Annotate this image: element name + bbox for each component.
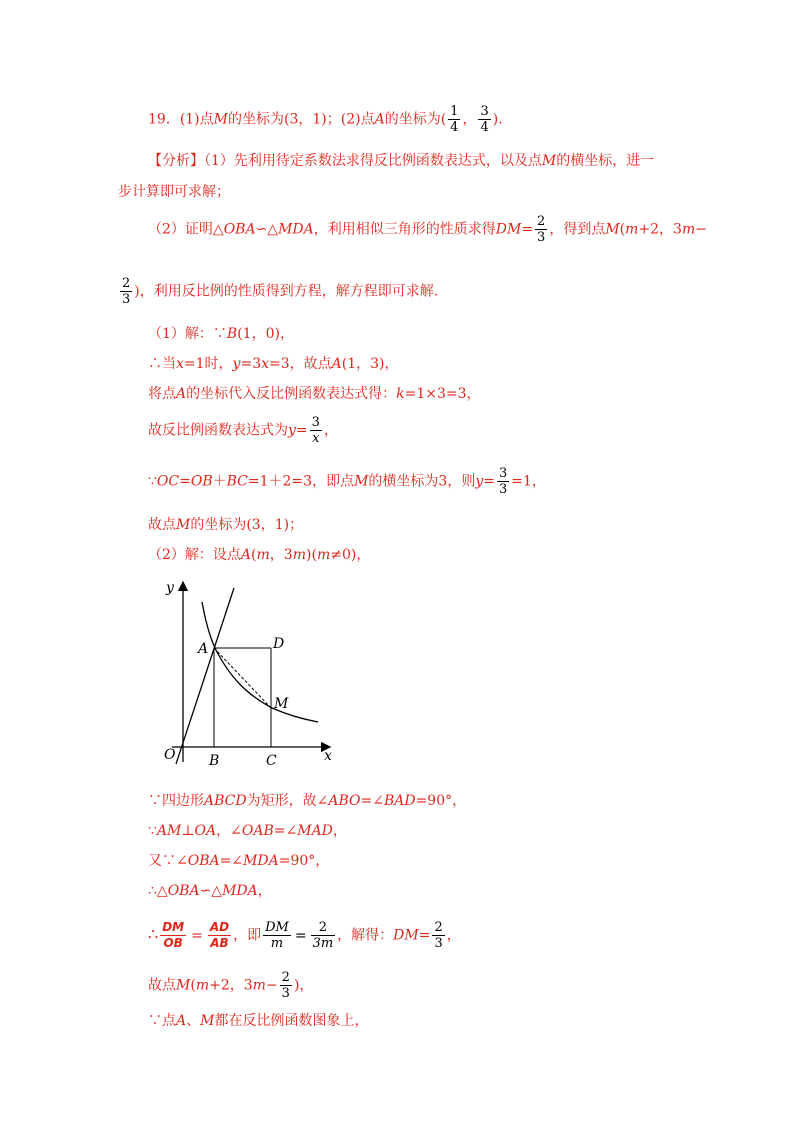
text: OC bbox=[156, 473, 180, 490]
fraction bbox=[535, 214, 547, 245]
hyperbola-curve bbox=[202, 602, 318, 722]
text: ABO bbox=[328, 793, 361, 809]
denominator: 3 bbox=[281, 986, 290, 1001]
text: ∽△ bbox=[255, 221, 279, 238]
text: A bbox=[176, 1013, 187, 1029]
analysis-line-4 bbox=[118, 276, 438, 307]
text: 的横坐标为3，则 bbox=[368, 473, 476, 490]
text: =90°， bbox=[415, 793, 467, 809]
text: ，3 bbox=[269, 547, 293, 563]
text: DM bbox=[393, 927, 419, 944]
numerator: 3 bbox=[480, 104, 489, 119]
text: ＋ bbox=[212, 473, 227, 490]
solution-line-1 bbox=[148, 325, 294, 343]
text: m bbox=[625, 221, 639, 238]
text: =1＋2=3，即点 bbox=[247, 473, 355, 490]
label-C: C bbox=[266, 753, 277, 769]
text: ≠0)， bbox=[330, 547, 371, 563]
text: ( bbox=[190, 977, 196, 994]
text: （2）证明△ bbox=[148, 221, 224, 238]
text: OBA bbox=[167, 883, 200, 899]
text: MDA bbox=[243, 853, 279, 869]
proof-line-3 bbox=[148, 852, 329, 870]
text: y bbox=[475, 473, 484, 490]
text: = bbox=[418, 927, 431, 944]
text: A bbox=[176, 386, 187, 402]
text: =1， bbox=[511, 473, 546, 490]
numerator: 2 bbox=[537, 214, 546, 229]
fraction bbox=[448, 104, 460, 135]
numerator: 2 bbox=[434, 920, 443, 935]
text: M bbox=[176, 517, 191, 533]
text: MDA bbox=[222, 883, 258, 899]
text: AM bbox=[156, 823, 182, 839]
text: 的坐标为(3，1)；(2)点 bbox=[228, 111, 375, 128]
text: x bbox=[261, 356, 270, 372]
text: =3 bbox=[240, 356, 262, 372]
text: = bbox=[294, 927, 307, 944]
numerator: 2 bbox=[311, 920, 336, 936]
text: ∴ bbox=[148, 924, 159, 944]
proof-line-5 bbox=[148, 920, 461, 951]
solution-line-4 bbox=[148, 415, 338, 446]
text: (1，3)， bbox=[341, 356, 399, 372]
text: m bbox=[252, 977, 266, 994]
geometry-figure bbox=[150, 572, 350, 772]
text: − bbox=[265, 977, 278, 994]
denominator: 3 bbox=[499, 482, 508, 497]
text: BAD bbox=[383, 793, 416, 809]
denominator: 3 bbox=[122, 292, 131, 307]
text: =1×3=3， bbox=[404, 386, 481, 402]
text: m bbox=[256, 547, 270, 563]
text: OB bbox=[190, 473, 213, 490]
text: ，解得： bbox=[337, 927, 394, 944]
text: 的坐标为( bbox=[384, 111, 447, 128]
text: m bbox=[292, 547, 306, 563]
analysis-line-3 bbox=[148, 214, 707, 245]
text: OAB bbox=[241, 823, 274, 839]
label-D: D bbox=[273, 636, 285, 652]
text: 为矩形，故∠ bbox=[246, 793, 329, 809]
numerator: 3 bbox=[311, 415, 320, 430]
text: A bbox=[331, 356, 342, 372]
denominator: 4 bbox=[480, 120, 489, 135]
denominator: 4 bbox=[450, 120, 459, 135]
fraction bbox=[263, 920, 291, 951]
text: 故点 bbox=[148, 517, 176, 533]
fraction bbox=[310, 415, 322, 446]
text: +2，3 bbox=[638, 221, 682, 238]
denominator: m bbox=[270, 936, 284, 951]
text: ∵ bbox=[148, 473, 157, 490]
text: =90°， bbox=[278, 853, 330, 869]
text: ABCD bbox=[204, 793, 247, 809]
text: y bbox=[288, 422, 296, 439]
denominator: AB bbox=[210, 936, 229, 950]
text: ，利用相似三角形的性质求得 bbox=[313, 221, 496, 238]
text: =1时， bbox=[183, 356, 233, 372]
analysis-line-1 bbox=[148, 152, 654, 170]
text: = bbox=[521, 221, 534, 238]
numerator: 2 bbox=[122, 276, 131, 291]
text: 将点 bbox=[148, 386, 176, 402]
text: )，利用反比例的性质得到方程，解方程即可求解. bbox=[134, 283, 439, 300]
analysis-tag: 【分析】 bbox=[148, 153, 204, 169]
text: B bbox=[226, 326, 238, 342]
solution-line-2 bbox=[148, 355, 399, 373]
proof-line-6 bbox=[148, 970, 313, 1001]
text: MAD bbox=[297, 823, 333, 839]
text: =∠ bbox=[219, 853, 244, 869]
text: M bbox=[354, 473, 369, 490]
fraction bbox=[497, 466, 509, 497]
solution-line-7 bbox=[148, 546, 370, 564]
text: （1）解：∵ bbox=[148, 326, 227, 342]
proof-line-7 bbox=[148, 1012, 368, 1030]
text: − bbox=[695, 221, 707, 238]
text: )， bbox=[293, 977, 314, 994]
text: 、 bbox=[186, 1013, 201, 1029]
proof-line-1 bbox=[148, 792, 466, 810]
fraction bbox=[208, 920, 231, 951]
text: M bbox=[213, 111, 228, 128]
fraction bbox=[160, 920, 186, 951]
text: ， bbox=[323, 422, 338, 439]
label-x: x bbox=[324, 748, 332, 764]
text: = bbox=[483, 473, 495, 490]
text: M bbox=[176, 977, 191, 994]
text: ∵四边形 bbox=[148, 793, 204, 809]
text: 都在反比例函数图象上， bbox=[214, 1013, 369, 1029]
text: M bbox=[200, 1013, 215, 1029]
numerator: 1 bbox=[450, 104, 459, 119]
numerator: DM bbox=[265, 920, 289, 935]
text: )( bbox=[306, 547, 317, 563]
text: m bbox=[681, 221, 696, 238]
text: ，得到点 bbox=[549, 221, 606, 238]
text: y bbox=[232, 356, 241, 372]
text: ∴△ bbox=[148, 883, 168, 899]
text: ⊥ bbox=[181, 823, 195, 839]
analysis-line-2 bbox=[118, 183, 230, 201]
numerator: DM bbox=[162, 920, 185, 934]
numerator: 3 bbox=[499, 466, 508, 481]
denominator: x bbox=[312, 431, 320, 446]
question-19-answer bbox=[148, 104, 503, 135]
text: OBA bbox=[223, 221, 256, 238]
text: 又∵∠ bbox=[148, 853, 188, 869]
text: m bbox=[316, 547, 331, 563]
text: ( bbox=[619, 221, 626, 238]
solution-line-3 bbox=[148, 385, 481, 403]
fraction bbox=[280, 970, 292, 1001]
fraction bbox=[311, 920, 336, 951]
fraction bbox=[478, 104, 490, 135]
text: ，∠ bbox=[216, 823, 242, 839]
text: DM bbox=[495, 221, 522, 238]
label-O: O bbox=[164, 747, 176, 763]
denominator: 3m bbox=[312, 936, 334, 951]
denominator: OB bbox=[163, 936, 183, 950]
label-M: M bbox=[274, 696, 289, 712]
text: ∴当 bbox=[148, 356, 176, 372]
text: OBA bbox=[187, 853, 220, 869]
text: 故反比例函数表达式为 bbox=[148, 422, 288, 439]
text: ( bbox=[251, 547, 257, 563]
solution-line-5 bbox=[148, 466, 546, 497]
text: M bbox=[541, 153, 557, 169]
text: 19．(1)点 bbox=[148, 111, 214, 128]
denominator: 3 bbox=[537, 230, 546, 245]
text: (1，0)， bbox=[237, 326, 294, 342]
text: ∽△ bbox=[199, 883, 223, 899]
text: ， bbox=[332, 823, 347, 839]
proof-line-2 bbox=[148, 822, 347, 840]
text: A bbox=[240, 547, 252, 563]
text: = bbox=[191, 927, 203, 944]
text: = bbox=[295, 422, 308, 439]
text: =∠ bbox=[273, 823, 298, 839]
proof-line-4 bbox=[148, 882, 272, 900]
text: x bbox=[176, 356, 184, 372]
text: ，即 bbox=[233, 927, 262, 944]
fraction bbox=[120, 276, 132, 307]
text: k bbox=[396, 386, 405, 402]
text: （2）解：设点 bbox=[148, 547, 241, 563]
text: 的横坐标，进一 bbox=[556, 153, 655, 169]
text: 故点 bbox=[148, 977, 176, 994]
label-A: A bbox=[198, 641, 209, 657]
text: BC bbox=[226, 473, 248, 490]
text: MDA bbox=[278, 221, 314, 238]
label-B: B bbox=[209, 753, 220, 769]
text: A bbox=[374, 111, 385, 128]
text: ， bbox=[446, 927, 461, 944]
text: ∵点 bbox=[148, 1013, 176, 1029]
segment-AM-dashed bbox=[214, 648, 271, 708]
text: ∵ bbox=[148, 823, 157, 839]
text: ， bbox=[462, 111, 477, 128]
solution-line-6 bbox=[148, 516, 303, 534]
numerator: AD bbox=[209, 920, 230, 934]
text: 的坐标代入反比例函数表达式得： bbox=[186, 386, 397, 402]
text: ). bbox=[492, 111, 503, 128]
text: 的坐标为(3，1)； bbox=[190, 517, 304, 533]
text: OA bbox=[194, 823, 217, 839]
numerator: 2 bbox=[281, 970, 290, 985]
text: ， bbox=[257, 883, 272, 899]
text: m bbox=[195, 977, 210, 994]
text: = bbox=[179, 473, 191, 490]
text: =∠ bbox=[360, 793, 384, 809]
text: M bbox=[605, 221, 620, 238]
text: 步计算即可求解； bbox=[118, 184, 230, 200]
label-y: y bbox=[166, 580, 174, 596]
text: （1）先利用待定系数法求得反比例函数表达式，以及点 bbox=[204, 153, 542, 169]
text: +2，3 bbox=[209, 977, 253, 994]
text: =3，故点 bbox=[269, 356, 332, 372]
denominator: 3 bbox=[434, 936, 443, 951]
fraction bbox=[432, 920, 444, 951]
